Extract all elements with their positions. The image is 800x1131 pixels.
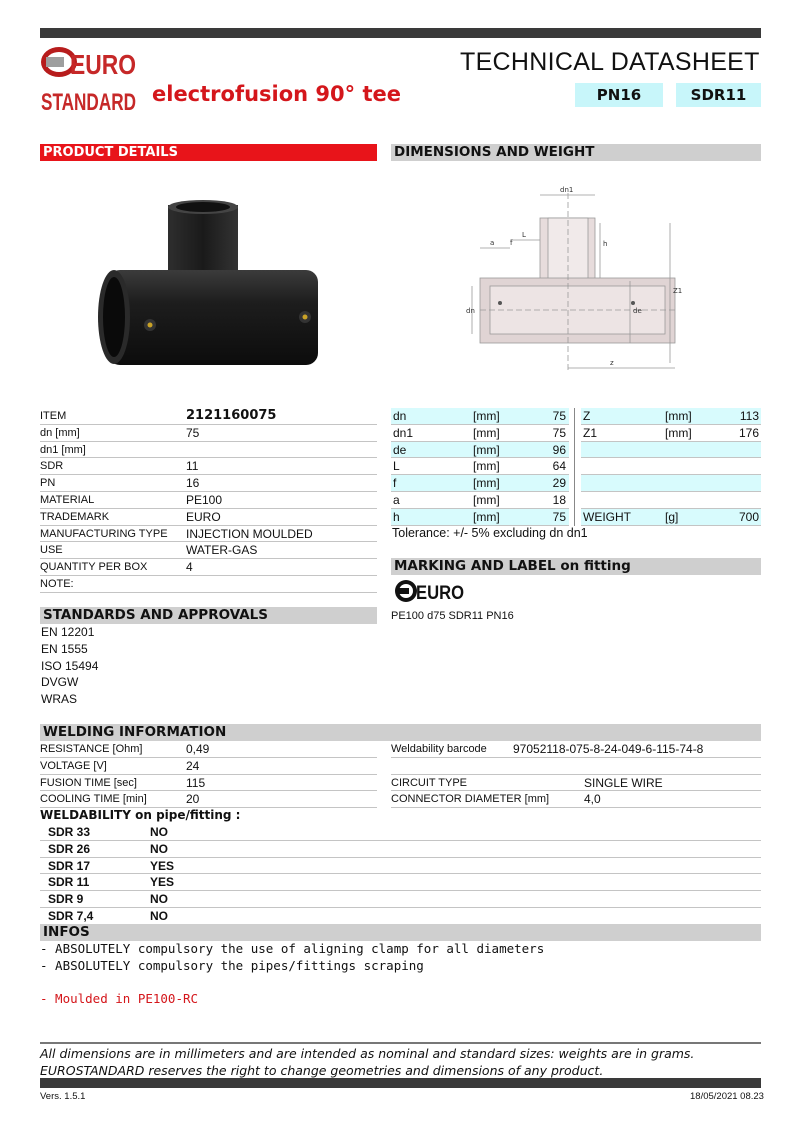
diagram-label-f: f	[510, 239, 513, 247]
dimension-name: WEIGHT	[583, 509, 631, 524]
welding-row	[40, 758, 377, 775]
standard-item: ISO 15494	[41, 658, 99, 673]
dimension-divider	[574, 408, 575, 526]
dimension-value: 75	[552, 425, 566, 440]
section-product-details: PRODUCT DETAILS	[40, 144, 377, 161]
weldability-result: NO	[150, 841, 168, 856]
diagram-label-z: z	[610, 359, 614, 367]
standard-item: EN 12201	[41, 625, 95, 639]
diagram-label-L: L	[522, 231, 526, 239]
dimension-diagram	[460, 183, 690, 378]
page-title: TECHNICAL DATASHEET	[460, 48, 760, 76]
standard-item: EN 1555	[41, 641, 88, 656]
tolerance-note: Tolerance: +/- 5% excluding dn dn1	[392, 526, 588, 540]
dimension-name: dn1	[393, 425, 414, 440]
dimension-value: 75	[552, 509, 566, 524]
dimension-name: h	[393, 509, 400, 524]
info-item: - ABSOLUTELY compulsory the pipes/fittings scraping	[40, 958, 424, 973]
product-row	[40, 475, 377, 492]
standard-item: DVGW	[41, 675, 79, 690]
badge-sdr: SDR11	[676, 83, 761, 107]
welding-label: VOLTAGE [V]	[40, 759, 107, 772]
dimension-unit: [g]	[665, 509, 679, 524]
dimension-name: dn	[393, 409, 407, 423]
diagram-label-z1: Z1	[673, 287, 683, 295]
product-row	[40, 442, 377, 459]
dimension-row-right	[581, 442, 761, 459]
diagram-label-h: h	[603, 240, 608, 248]
weldability-result: YES	[150, 858, 175, 873]
logo-bottom-text: STANDARD	[41, 89, 136, 116]
dimension-name: Z1	[583, 425, 598, 440]
welding-row-right	[391, 758, 761, 775]
welding-label: Weldability barcode	[391, 743, 487, 755]
dimension-unit: [mm]	[473, 509, 500, 524]
product-subtitle: electrofusion 90° tee	[152, 82, 401, 106]
dimension-unit: [mm]	[473, 409, 500, 423]
diagram-label-de: de	[633, 307, 642, 315]
welding-row-right	[391, 741, 761, 758]
dimension-value: 18	[552, 493, 566, 507]
welding-row-right	[391, 791, 761, 808]
dimension-value: 64	[552, 459, 566, 474]
product-row	[40, 425, 377, 442]
product-row-value: PE100	[186, 493, 223, 507]
section-dimensions-weight: DIMENSIONS AND WEIGHT	[391, 144, 761, 161]
product-row-value: 75	[186, 425, 200, 440]
welding-value: 24	[186, 758, 200, 773]
section-standards: STANDARDS AND APPROVALS	[40, 607, 377, 624]
dimension-unit: [mm]	[665, 409, 692, 423]
brand-logo	[40, 44, 140, 114]
product-row-label: QUANTITY PER BOX	[40, 561, 148, 574]
welding-label: COOLING TIME [min]	[40, 793, 147, 806]
dimension-value: 75	[552, 409, 566, 423]
weldability-sdr: SDR 9	[48, 892, 84, 907]
dimension-name: a	[393, 493, 400, 507]
welding-label: FUSION TIME [sec]	[40, 776, 137, 789]
welding-value: SINGLE WIRE	[584, 775, 663, 790]
welding-value: 115	[186, 775, 206, 790]
dimension-row	[391, 475, 569, 492]
dimension-row	[391, 425, 569, 442]
dimension-unit: [mm]	[473, 459, 500, 474]
marking-logo-text: EURO	[416, 583, 464, 604]
product-row	[40, 542, 377, 559]
info-item: - ABSOLUTELY compulsory the use of aligning clamp for all diameters	[40, 941, 545, 956]
dimension-row	[391, 509, 569, 526]
bottom-bar	[40, 1078, 761, 1088]
dimension-unit: [mm]	[665, 425, 692, 440]
dimension-value: 176	[738, 425, 759, 440]
welding-label: CIRCUIT TYPE	[391, 776, 467, 789]
dimension-row	[391, 408, 569, 425]
dimension-name: f	[393, 476, 397, 491]
weldability-sdr: SDR 33	[48, 825, 91, 839]
product-row	[40, 408, 377, 425]
welding-value: 20	[186, 792, 200, 807]
welding-row	[40, 775, 377, 792]
product-row-label: NOTE:	[40, 578, 74, 590]
dimension-unit: [mm]	[473, 476, 500, 491]
footer-divider	[40, 1042, 761, 1044]
dimension-unit: [mm]	[473, 493, 500, 507]
product-row-label: dn1 [mm]	[40, 443, 86, 456]
product-row-value: 11	[186, 459, 199, 474]
product-row	[40, 576, 377, 593]
welding-row	[40, 741, 377, 758]
badge-pn: PN16	[575, 83, 663, 107]
product-row-label: MANUFACTURING TYPE	[40, 527, 168, 540]
weldability-sdr: SDR 26	[48, 841, 91, 856]
section-welding: WELDING INFORMATION	[40, 724, 761, 741]
dimension-value: 96	[552, 442, 566, 457]
product-row-label: PN	[40, 477, 56, 490]
product-row-label: TRADEMARK	[40, 510, 110, 523]
product-row-label: SDR	[40, 460, 64, 473]
dimension-name: Z	[583, 409, 591, 423]
welding-value: 0,49	[186, 742, 210, 756]
dimension-value: 700	[738, 509, 759, 524]
weldability-result: NO	[150, 892, 168, 907]
diagram-label-dn1: dn1	[560, 186, 574, 194]
welding-value: 97052118-075-8-24-049-6-115-74-8	[513, 742, 704, 756]
diagram-label-dn: dn	[466, 307, 475, 315]
weldability-row	[40, 874, 761, 891]
product-row-label: ITEM	[40, 410, 67, 422]
dimension-row	[391, 492, 569, 509]
section-marking: MARKING AND LABEL on fitting	[391, 558, 761, 575]
weldability-row	[40, 824, 761, 841]
logo-top-text: EURO	[70, 49, 136, 80]
section-infos: INFOS	[40, 924, 761, 941]
standard-item: WRAS	[41, 692, 77, 707]
date-text: 18/05/2021 08.23	[690, 1091, 764, 1102]
dimension-name: L	[393, 459, 400, 474]
dimension-row-right	[581, 509, 761, 526]
weldability-row	[40, 858, 761, 875]
marking-text: PE100 d75 SDR11 PN16	[391, 610, 514, 622]
dimension-name: de	[393, 442, 407, 457]
product-row-label: MATERIAL	[40, 494, 95, 506]
product-row-value: EURO	[186, 509, 221, 524]
top-bar	[40, 28, 761, 38]
product-row	[40, 559, 377, 576]
dimension-value: 29	[552, 476, 566, 491]
product-row-value: 2121160075	[186, 408, 277, 423]
dimension-row-right	[581, 425, 761, 442]
welding-value: 4,0	[584, 792, 601, 807]
weldability-row	[40, 841, 761, 858]
product-row	[40, 492, 377, 509]
diagram-label-a: a	[490, 239, 495, 247]
weldability-row	[40, 891, 761, 908]
footer-line-1: All dimensions are in millimeters and are intended as nominal and standard sizes: weights are in grams.	[40, 1046, 695, 1061]
product-row-label: USE	[40, 544, 63, 557]
weldability-result: NO	[150, 909, 168, 923]
weldability-result: NO	[150, 825, 168, 839]
weldability-row	[40, 908, 761, 925]
version-text: Vers. 1.5.1	[40, 1091, 86, 1102]
welding-row	[40, 791, 377, 808]
product-row-label: dn [mm]	[40, 426, 80, 439]
welding-label: CONNECTOR DIAMETER [mm]	[391, 793, 550, 806]
weldability-sdr: SDR 17	[48, 858, 91, 873]
dimension-value: 113	[739, 409, 759, 423]
dimension-unit: [mm]	[473, 442, 500, 457]
product-row	[40, 458, 377, 475]
weldability-sdr: SDR 7,4	[48, 909, 94, 923]
product-row-value: 4	[186, 560, 193, 575]
welding-label: RESISTANCE [Ohm]	[40, 743, 143, 755]
product-row-value: INJECTION MOULDED	[186, 526, 313, 541]
product-row	[40, 509, 377, 526]
weldability-header: WELDABILITY on pipe/fitting :	[40, 808, 241, 822]
dimension-row-right	[581, 475, 761, 492]
dimension-row	[391, 442, 569, 459]
dimension-row-right	[581, 408, 761, 425]
dimension-unit: [mm]	[473, 425, 500, 440]
infos-red-note: - Moulded in PE100-RC	[40, 991, 199, 1006]
product-image	[90, 195, 330, 375]
welding-row-right	[391, 775, 761, 792]
footer-line-2: EUROSTANDARD reserves the right to change geometries and dimensions of any product.	[40, 1063, 604, 1078]
product-row-value: WATER-GAS	[186, 543, 258, 558]
marking-logo	[394, 578, 466, 604]
weldability-sdr: SDR 11	[48, 875, 90, 890]
dimension-row-right	[581, 458, 761, 475]
weldability-result: YES	[150, 875, 175, 890]
dimension-row	[391, 458, 569, 475]
product-row-value: 16	[186, 476, 200, 491]
dimension-row-right	[581, 492, 761, 509]
product-row	[40, 526, 377, 543]
